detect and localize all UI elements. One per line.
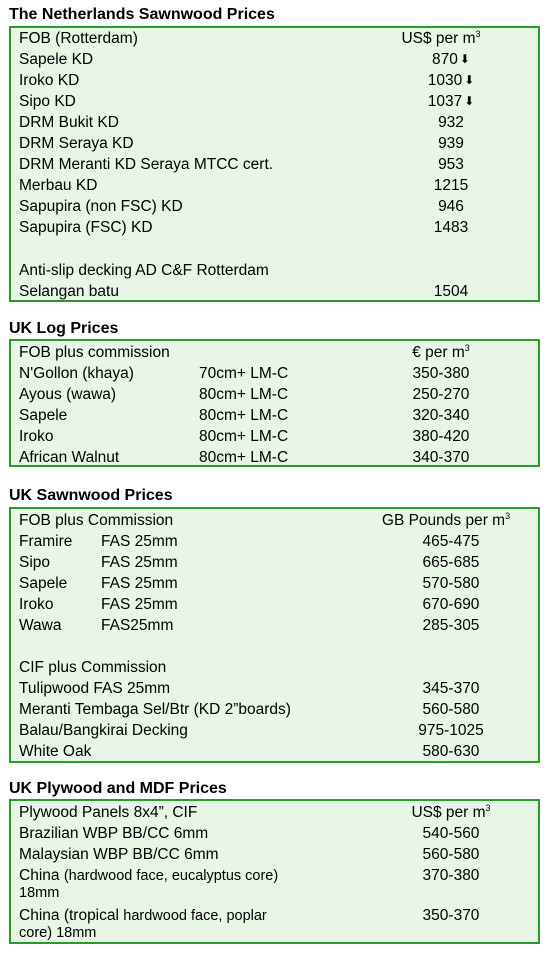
header-unit: € per $m^3$ [412,342,470,361]
product-spec: FAS 25mm [101,533,178,550]
price-value: 570-580 [422,575,480,592]
table-header [11,802,538,823]
section-title-uk-plywood: UK Plywood and MDF Prices [9,780,227,797]
table-row [11,552,538,573]
product-name: Sapupira (FSC) KD [19,219,153,236]
uk-sawnwood-price-table [9,507,540,763]
price-cell [411,70,491,91]
header-label: Plywood Panels 8x4”, CIF [19,804,198,821]
price-value: 939 [438,135,464,152]
product-name: Selangan batu [19,283,119,300]
header-unit: US$ per $m^3$ [411,802,491,821]
down-arrow-icon: ⬇ [459,52,470,66]
price-value: 953 [438,156,464,173]
table-row [11,405,538,426]
product-spec: 80cm+ LM-C [199,449,289,466]
price-value: 975-1025 [418,722,484,739]
table-row [11,615,538,636]
product-name: Sipo [19,554,51,571]
price-cell [401,615,501,636]
price-value: 340-370 [412,449,470,466]
table-row [11,426,538,447]
netherlands-price-table [9,26,540,302]
price-cell [411,823,491,844]
price-value: 250-270 [412,386,470,403]
header-unit: GB Pounds per $m^3$ [381,510,511,529]
product-name: Iroko [19,596,54,613]
product-name: White Oak [19,743,92,760]
price-cell [401,531,501,552]
product-name: Sipo KD [19,93,76,110]
product-name: Iroko [19,428,54,445]
price-cell [401,678,501,699]
price-value: 670-690 [422,596,480,613]
table-row [11,281,538,302]
section-title-netherlands: The Netherlands Sawnwood Prices [9,6,275,23]
header-unit: US$ per $m^3$ [401,28,481,47]
price-value: 285-305 [422,617,480,634]
product-name: Sapupira (non FSC) KD [19,198,183,215]
price-value: 560-580 [422,846,480,863]
product-spec: 80cm+ LM-C [199,386,289,403]
price-value: 350-370 [422,907,480,924]
price-value: 380-420 [412,428,470,445]
price-cell [391,447,491,468]
uk-log-price-table [9,339,540,467]
down-arrow-icon: ⬇ [464,73,475,87]
product-name: China (tropical hardwood face, poplar [19,907,267,924]
product-spec: 70cm+ LM-C [199,365,289,382]
product-name: DRM Meranti KD Seraya MTCC cert. [19,156,274,173]
table-header [11,28,538,49]
product-name-continued: 18mm [19,885,60,901]
price-value: 345-370 [422,680,480,697]
price-cell [391,426,491,447]
header-label: FOB plus commission [19,344,170,361]
table-row [11,678,538,699]
product-name: Malaysian WBP BB/CC 6mm [19,846,219,863]
table-row [11,154,538,175]
table-row [11,112,538,133]
product-name: DRM Bukit KD [19,114,119,131]
header-label: FOB plus Commission [19,512,174,529]
cif-heading: CIF plus Commission [19,659,167,676]
price-value: 870 [432,51,458,68]
header-label: FOB (Rotterdam) [19,30,138,47]
product-spec: FAS 25mm [101,554,178,571]
price-value: 1215 [433,177,469,194]
product-spec: 80cm+ LM-C [199,428,289,445]
table-row [11,91,538,112]
table-row [11,741,538,762]
price-value: 946 [438,198,464,215]
table-row [11,49,538,70]
price-cell [391,384,491,405]
price-cell [411,133,491,154]
product-name: Sapele KD [19,51,94,68]
price-value: 370-380 [422,867,480,884]
product-name: China (hardwood face, eucalyptus core) [19,867,279,884]
price-value: 1030 [427,72,463,89]
price-cell [411,217,491,238]
table-row [11,531,538,552]
product-name: N'Gollon (khaya) [19,365,134,382]
product-name: Sapele [19,575,68,592]
table-row [11,594,538,615]
product-name: Balau/Bangkirai Decking [19,722,188,739]
price-cell [401,720,501,741]
table-row [11,363,538,384]
price-cell [411,91,491,112]
table-row [11,70,538,91]
price-value: 465-475 [422,533,480,550]
price-value: 665-685 [422,554,480,571]
product-spec: 80cm+ LM-C [199,407,289,424]
price-value: 350-380 [412,365,470,382]
product-spec: FAS25mm [101,617,174,634]
price-value: 580-630 [422,743,480,760]
price-cell [401,594,501,615]
price-value: 540-560 [422,825,480,842]
price-value: 932 [438,114,464,131]
product-name: Framire [19,533,73,550]
table-header [11,510,538,531]
product-spec: FAS 25mm [101,575,178,592]
product-name-continued: core) 18mm [19,925,97,941]
table-row [11,196,538,217]
price-cell [401,699,501,720]
table-row [11,384,538,405]
table-row [11,823,538,844]
table-row [11,133,538,154]
product-name: Brazilian WBP BB/CC 6mm [19,825,209,842]
table-row [11,720,538,741]
table-row [11,699,538,720]
product-name: Iroko KD [19,72,80,89]
price-cell [391,363,491,384]
price-cell [411,49,491,70]
table-row [11,447,538,468]
price-value: 1504 [433,283,469,300]
down-arrow-icon: ⬇ [464,94,475,108]
price-value: 1483 [433,219,469,236]
price-value: 1037 [427,93,463,110]
price-cell [411,844,491,865]
uk-plywood-price-table [9,799,540,944]
table-row [11,175,538,196]
price-cell [401,573,501,594]
product-name: Ayous (wawa) [19,386,117,403]
price-cell [391,405,491,426]
price-cell [411,175,491,196]
table-row [11,844,538,865]
price-value: 560-580 [422,701,480,718]
product-name: DRM Seraya KD [19,135,134,152]
price-cell [411,112,491,133]
product-name: Tulipwood FAS 25mm [19,680,171,697]
section-title-uk-log: UK Log Prices [9,320,119,337]
price-value: 320-340 [412,407,470,424]
price-cell [401,741,501,762]
price-cell [411,196,491,217]
table-row [11,217,538,238]
product-name: African Walnut [19,449,120,466]
product-name: Merbau KD [19,177,98,194]
table-row [11,573,538,594]
product-name: Sapele [19,407,68,424]
product-spec: FAS 25mm [101,596,178,613]
section-title-uk-sawnwood: UK Sawnwood Prices [9,487,173,504]
price-cell [411,154,491,175]
product-name: Meranti Tembaga Sel/Btr (KD 2”boards) [19,701,291,718]
price-cell [401,552,501,573]
product-name: Wawa [19,617,62,634]
table-header [11,342,538,363]
decking-heading: Anti-slip decking AD C&F Rotterdam [19,262,269,279]
